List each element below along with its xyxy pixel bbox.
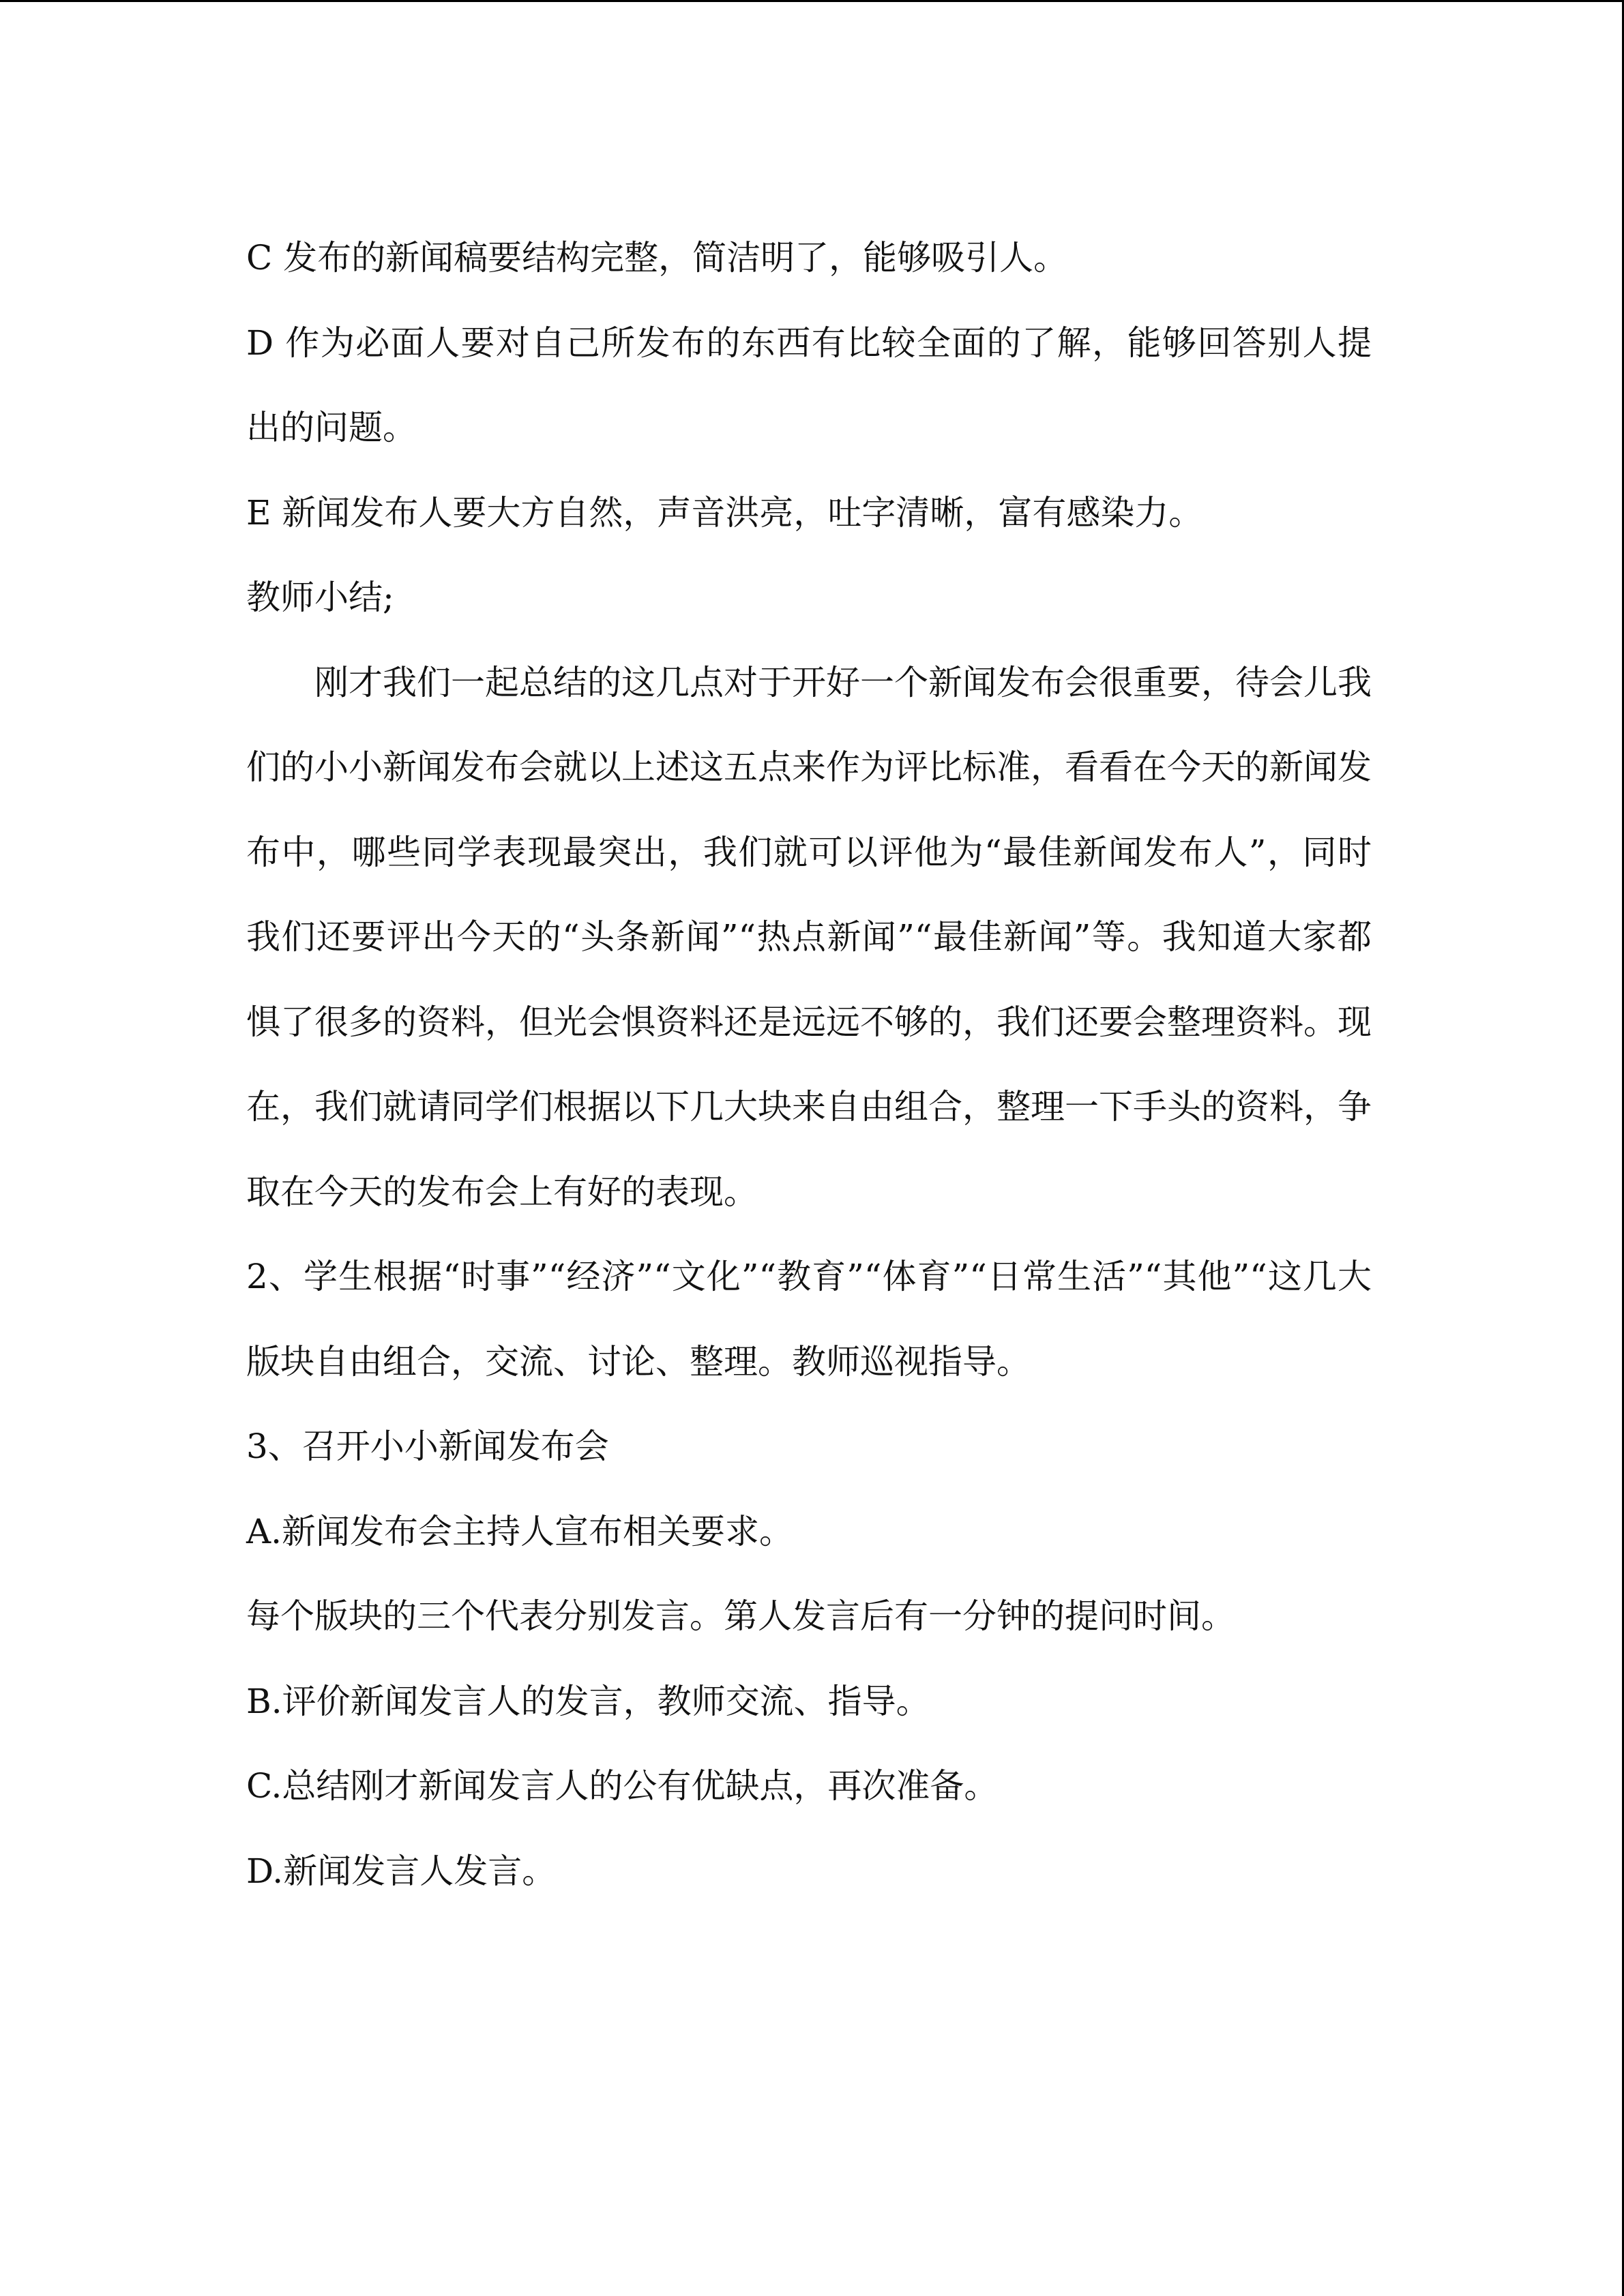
step-3-item-a: A.新闻发布会主持人宣布相关要求。 <box>246 1511 794 1551</box>
paragraph-item-c: C 发布的新闻稿要结构完整，简洁明了，能够吸引人。 <box>246 238 1068 278</box>
step-3-item-d: D.新闻发言人发言。 <box>246 1851 557 1891</box>
teacher-summary-heading: 教师小结; <box>246 578 394 617</box>
step-3-note: 每个版块的三个代表分别发言。第人发言后有一分钟的提问时间。 <box>246 1596 1235 1636</box>
step-3-item-c: C.总结刚才新闻发言人的公有优缺点，再次准备。 <box>246 1766 999 1806</box>
step-3-item-b: B.评价新闻发言人的发言，教师交流、指导。 <box>246 1681 930 1721</box>
teacher-summary-paragraph: 刚才我们一起总结的这几点对于开好一个新闻发布会很重要，待会儿我们的小小新闻发布会就以上述这五点来作为评比标准，看看在今天的新闻发布中，哪些同学表现最突出，我们就可以评他为“最佳新闻发布人”，同时我们还要评出今天的“头条新闻”“热点新闻”“最佳新闻”等。我知道大家都惧了很多的资料，但光会惧资料还是远远不够的，我们还要会整理资料。现在，我们就请同学们根据以下几大块来自由组合，整理一下手头的资料，争取在今天的发布会上有好的表现。 <box>246 662 1372 1212</box>
step-3-heading: 3、召开小小新闻发布会 <box>246 1427 609 1466</box>
paragraph-item-e: E 新闻发布人要大方自然，声音洪亮，吐字清晰，富有感染力。 <box>246 492 1203 533</box>
paragraph-item-d: D 作为必面人要对自己所发布的东西有比较全面的了解，能够回答别人提出的问题。 <box>246 323 1372 447</box>
document-body <box>246 215 1372 1913</box>
step-2-paragraph: 2、学生根据“时事”“经济”“文化”“教育”“体育”“日常生活”“其他”“这几大版块自由组合，交流、讨论、整理。教师巡视指导。 <box>246 1257 1372 1382</box>
